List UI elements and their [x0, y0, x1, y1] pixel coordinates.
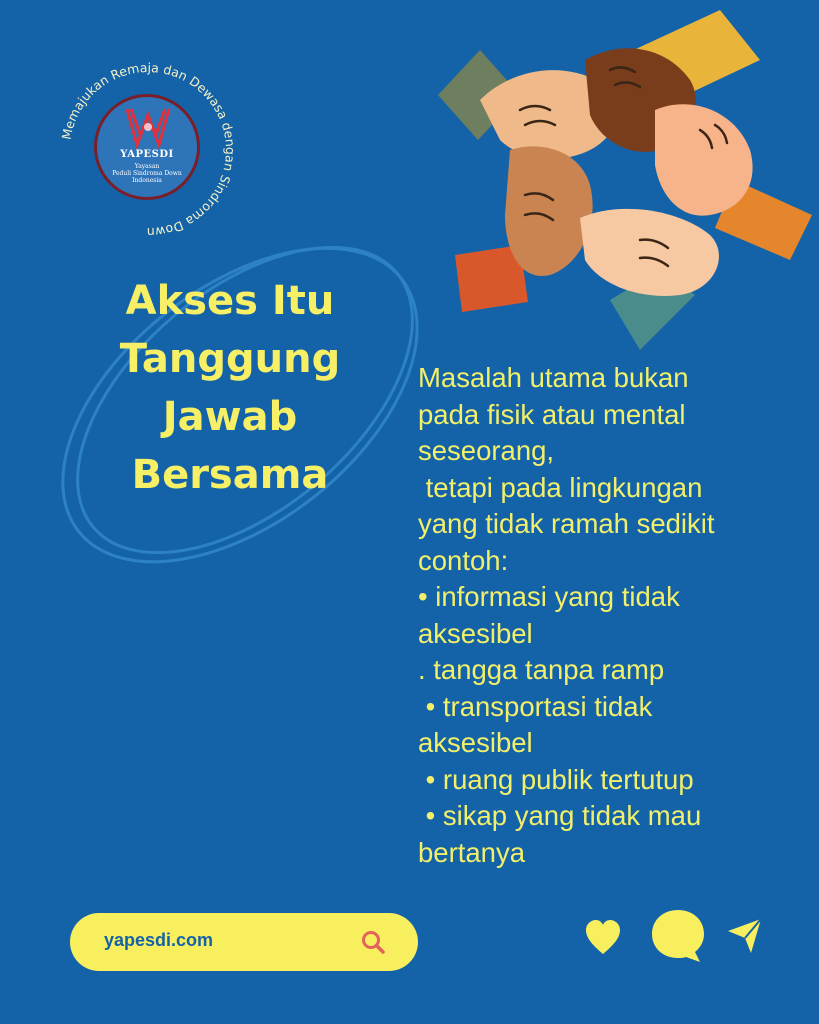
body-paragraph [418, 360, 808, 871]
body-line: • sikap yang tidak mau [418, 800, 702, 831]
logo-subtitle-line: Indonesia [132, 177, 162, 184]
body-line: aksesibel [418, 617, 533, 649]
headline [95, 272, 365, 504]
logo-badge [94, 94, 200, 200]
logo-mark-icon [123, 105, 173, 149]
headline-line: Jawab [162, 394, 298, 440]
logo-subtitle [101, 163, 193, 184]
body-line: contoh: [418, 544, 509, 576]
body-line: bertanya [418, 836, 526, 868]
logo-name: YAPESDI [120, 149, 174, 160]
logo-subtitle-line: Peduli Sindroma Down [112, 170, 182, 177]
body-line: aksesibel [418, 727, 533, 758]
heart-icon[interactable] [585, 906, 621, 966]
search-bar[interactable] [70, 913, 418, 971]
search-icon[interactable] [360, 929, 386, 955]
headline-line: Tanggung [119, 336, 341, 382]
body-line: seseorang, [418, 435, 555, 466]
body-line: . tangga tanpa ramp [418, 654, 665, 685]
body-line: tetapi pada lingkungan [418, 471, 703, 503]
hands-illustration [438, 10, 812, 350]
body-line: pada fisik atau mental [418, 398, 686, 430]
headline-line: Akses Itu [125, 278, 335, 324]
logo-ring-text-path: Memajukan Remaja dan Dewasa dengan Sindroma Down [58, 60, 238, 240]
search-text: yapesdi.com [104, 930, 214, 950]
send-icon[interactable] [725, 906, 765, 966]
speech-bubble-icon[interactable] [648, 906, 708, 966]
headline-line: Bersama [131, 452, 329, 498]
body-line: yang tidak ramah sedikit [418, 508, 715, 539]
yapesdi-logo [58, 60, 238, 240]
logo-subtitle-line: Yayasan [134, 163, 160, 170]
body-line: • informasi yang tidak [418, 581, 680, 612]
body-line: • ruang publik tertutup [418, 763, 694, 795]
body-line: Masalah utama bukan [418, 362, 689, 393]
body-line: • transportasi tidak [418, 690, 653, 722]
